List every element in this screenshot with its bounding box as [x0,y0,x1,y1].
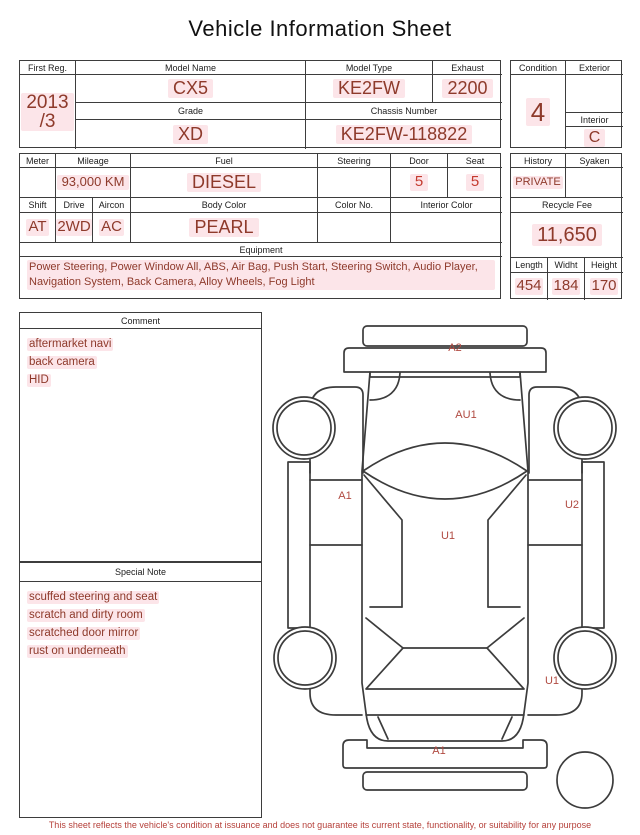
door-label: Door [391,154,448,168]
comment-box [19,312,262,562]
drive-label: Drive [56,198,93,213]
syaken-value [566,168,623,198]
history-value: PRIVATE [511,168,566,198]
fuel-label: Fuel [131,154,318,168]
damage-label-rear-quarter: U1 [544,675,560,687]
height-label: Height [585,258,623,273]
shift-label: Shift [20,198,56,213]
exterior-value [566,75,623,113]
exhaust-label: Exhaust [433,61,502,75]
aircon-label: Aircon [93,198,131,213]
special-note-line: scratched door mirror [29,627,139,639]
page-title: Vehicle Information Sheet [188,16,452,41]
width-label: Widht [548,258,585,273]
aircon-value: AC [93,213,131,243]
car-top-view-drawing [262,315,634,813]
recycle-fee-label: Recycle Fee [511,198,623,213]
equipment-value: Power Steering, Power Window All, ABS, Air Bag, Push Start, Steering Switch, Audio Player, Navigation System, Back Camera, Alloy Wheels, Fog Light [20,257,502,300]
recycle-fee-value: 11,650 [511,213,623,258]
first-reg-value: 2013 /3 [20,75,76,149]
special-note-line: rust on underneath [29,645,126,657]
first-reg-label: First Reg. [20,61,76,75]
car-damage-diagram [262,315,634,813]
special-note-line: scuffed steering and seat [29,591,158,603]
mileage-label: Mileage [56,154,131,168]
height-value: 170 [591,277,617,295]
model-type-label: Model Type [306,61,433,75]
comment-line: back camera [29,356,95,368]
comment-line: aftermarket navi [29,338,112,350]
model-type-value: KE2FW [306,75,433,103]
color-no-label: Color No. [318,198,391,213]
interior-color-value [391,213,502,243]
damage-label-hood: AU1 [455,409,477,421]
comment-header: Comment [20,313,261,329]
comment-body [20,329,261,393]
meter-label: Meter [20,154,56,168]
length-value: 454 [511,273,548,300]
model-name-value: CX5 [76,75,306,103]
meter-value [20,168,56,198]
damage-label-right-side: U2 [564,499,580,511]
interior-label: Interior [566,113,623,127]
condition-label: Condition [511,61,566,75]
damage-label-left-side: A1 [338,490,352,502]
history-fee-table [510,153,622,299]
color-no-value [318,213,391,243]
shift-value: AT [20,213,56,243]
drive-value: 2WD [56,213,93,243]
mileage-value: 93,000 KM [56,168,131,198]
model-name-label: Model Name [76,61,306,75]
door-value: 5 [391,168,448,198]
specs-table [19,153,501,299]
disclaimer-text: This sheet reflects the vehicle's condition at issuance and does not guarantee its current state, functionality, or suitability for any purpose [48,820,592,830]
special-note-body [20,582,261,664]
grade-label: Grade [76,103,306,120]
special-note-header: Special Note [20,563,261,582]
interior-color-label: Interior Color [391,198,502,213]
chassis-number-value: KE2FW-118822 [306,120,502,149]
condition-value: 4 [511,75,566,149]
steering-value [318,168,391,198]
seat-label: Seat [448,154,502,168]
equipment-label: Equipment [20,243,502,257]
identity-table [19,60,501,148]
damage-label-underbody: U1 [440,530,456,542]
fuel-value: DIESEL [131,168,318,198]
interior-value: C [566,127,623,149]
body-color-label: Body Color [131,198,318,213]
special-note-line: scratch and dirty room [29,609,143,621]
history-label: History [511,154,566,168]
syaken-label: Syaken [566,154,623,168]
exterior-label: Exterior [566,61,623,75]
width-value: 184 [548,273,585,300]
exhaust-value: 2200 [433,75,502,103]
comment-line: HID [29,374,49,386]
special-note-box [19,562,262,818]
grade-value: XD [76,120,306,149]
length-label: Length [511,258,548,273]
body-color-value: PEARL [131,213,318,243]
seat-value: 5 [448,168,502,198]
steering-label: Steering [318,154,391,168]
chassis-number-label: Chassis Number [306,103,502,120]
damage-label-rear-bumper: A1 [432,745,446,757]
damage-label-front-bumper: A2 [448,342,462,354]
condition-table [510,60,622,148]
